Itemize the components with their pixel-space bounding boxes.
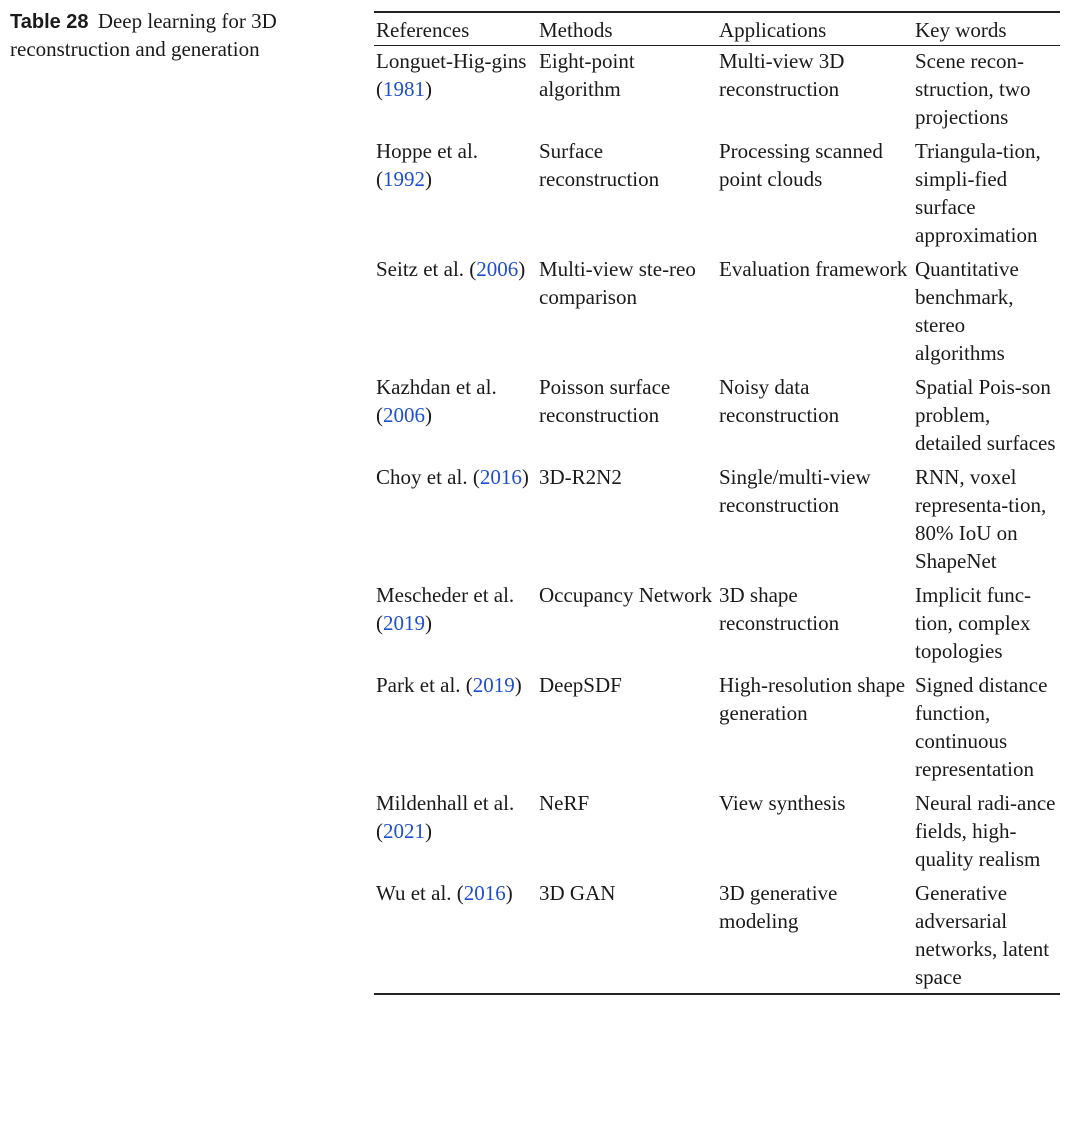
application-cell: Evaluation framework [719,257,908,281]
table-row [374,255,1060,373]
method-cell: Occupancy Network [539,583,713,607]
reference-authors: Wu et al. ( [376,881,464,905]
reference-authors: Hoppe et al. ( [376,139,479,191]
reference-cell [374,46,537,138]
method-cell: NeRF [539,791,590,815]
table-caption [10,8,345,63]
reference-cell [374,581,537,671]
method-cell: Eight-point algorithm [539,49,635,101]
reference-year-link[interactable]: 2019 [472,673,515,697]
reference-cell [374,137,537,255]
keywords-cell: Implicit func-tion, complex topologies [915,583,1032,663]
header-applications: Applications [719,18,827,42]
reference-year-link[interactable]: 2016 [479,465,522,489]
reference-close-paren: ) [505,881,513,905]
reference-close-paren: ) [425,403,432,427]
application-cell: Multi-view 3D reconstruction [719,49,845,101]
keywords-cell: Triangula-tion, simpli-fied surface approximation [915,139,1041,247]
method-cell: Surface reconstruction [539,139,660,191]
references-table-container [374,11,1060,995]
table-body [374,46,1060,995]
reference-cell [374,373,537,463]
reference-authors: Seitz et al. ( [376,257,477,281]
reference-authors: Park et al. ( [376,673,473,697]
reference-year-link[interactable]: 1981 [383,77,425,101]
method-cell: Multi-view ste-reo comparison [539,257,696,309]
keywords-cell: Signed distance function, continuous representation [915,673,1048,781]
method-cell: Poisson surface reconstruction [539,375,671,427]
reference-year-link[interactable]: 2006 [383,403,425,427]
application-cell: Processing scanned point clouds [719,139,883,191]
keywords-cell: Neural radi-ance fields, high-quality realism [915,791,1056,871]
reference-year-link[interactable]: 2021 [383,819,425,843]
method-cell: DeepSDF [539,673,622,697]
application-cell: View synthesis [719,791,846,815]
application-cell: Single/multi-view reconstruction [719,465,871,517]
application-cell: 3D generative modeling [719,881,838,933]
table-row [374,373,1060,463]
reference-close-paren: ) [514,673,522,697]
keywords-cell: Spatial Pois-son problem, detailed surfaces [915,375,1056,455]
header-methods: Methods [539,18,613,42]
keywords-cell: Quantitative benchmark, stereo algorithms [915,257,1019,365]
reference-close-paren: ) [425,167,432,191]
application-cell: Noisy data reconstruction [719,375,840,427]
method-cell: 3D GAN [539,881,616,905]
table-row [374,463,1060,581]
reference-close-paren: ) [425,611,432,635]
reference-cell [374,255,537,373]
keywords-cell: Generative adversarial networks, latent space [915,881,1050,989]
table-header-row [374,12,1060,46]
table-number: Table 28 [10,11,89,33]
table-title: Deep learning for 3D reconstruction and generation [10,9,277,61]
table-row [374,879,1060,994]
reference-authors: Choy et al. ( [376,465,480,489]
header-key-words: Key words [915,18,1007,42]
keywords-cell: RNN, voxel representa-tion, 80% IoU on ShapeNet [915,465,1047,573]
table-row [374,581,1060,671]
application-cell: 3D shape reconstruction [719,583,840,635]
keywords-cell: Scene recon-struction, two projections [915,49,1031,129]
reference-authors: Longuet-Hig-gins ( [376,49,527,101]
table-row [374,671,1060,789]
reference-year-link[interactable]: 2006 [476,257,519,281]
reference-year-link[interactable]: 2016 [463,881,506,905]
reference-close-paren: ) [518,257,526,281]
references-table [374,11,1060,995]
reference-authors: Kazhdan et al. ( [376,375,497,427]
method-cell: 3D-R2N2 [539,465,622,489]
table-row [374,46,1060,138]
reference-close-paren: ) [521,465,529,489]
reference-year-link[interactable]: 1992 [383,167,425,191]
reference-cell [374,879,537,994]
table-row [374,137,1060,255]
reference-year-link[interactable]: 2019 [383,611,425,635]
reference-cell [374,789,537,879]
header-references: References [376,18,470,42]
reference-cell [374,671,537,789]
table-row [374,789,1060,879]
reference-close-paren: ) [425,77,432,101]
reference-authors: Mildenhall et al. ( [376,791,515,843]
reference-close-paren: ) [425,819,432,843]
application-cell: High-resolution shape generation [719,673,906,725]
reference-cell [374,463,537,581]
reference-authors: Mescheder et al. ( [376,583,515,635]
